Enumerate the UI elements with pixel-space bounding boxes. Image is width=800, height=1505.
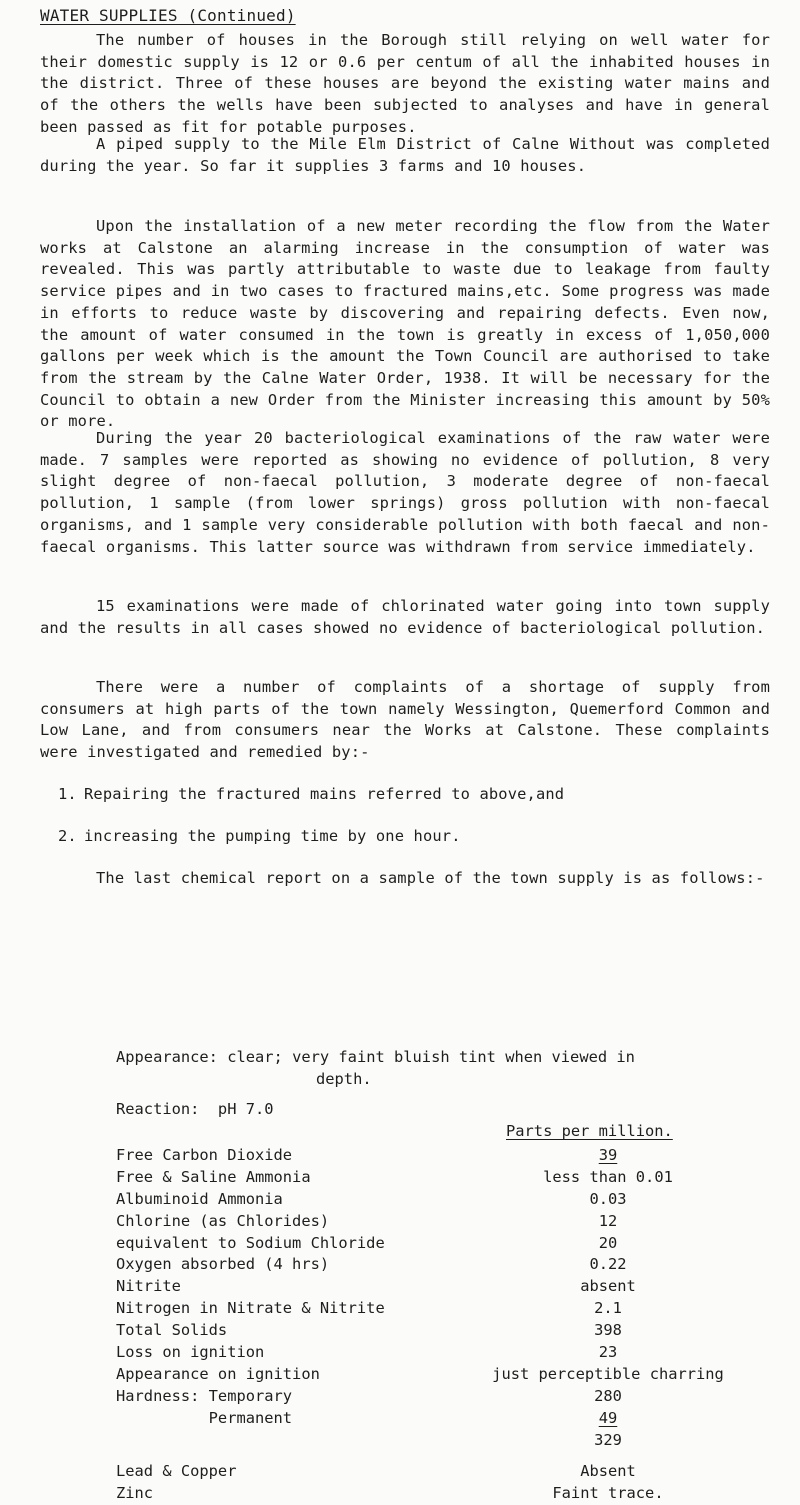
appearance-label: Appearance: [116, 1048, 218, 1066]
analysis-row [116, 1320, 776, 1342]
analysis-value: 23 [598, 1343, 618, 1362]
analysis-value: Absent [580, 1462, 636, 1481]
analysis-value: 398 [594, 1321, 622, 1340]
analysis-label: Nitrite [116, 1277, 181, 1296]
analysis-label: Appearance on ignition [116, 1364, 320, 1383]
remedy-number: 1. [58, 785, 77, 803]
paragraph-bacteriological-raw: During the year 20 bacteriological examinations of the raw water were made. 7 samples were reported as showing no evidence of pollution, 8 very slight degree of non-faecal pollution, 3 moderate degree of non-faecal pollution, 1 sample (from lower springs) gross pollution with non-faecal organisms, and 1 sample very considerable pollution with both faecal and non-faecal organisms. This latter source was withdrawn from service immediately. [40, 429, 770, 556]
analysis-label: Permanent [116, 1408, 293, 1427]
remedy-item [58, 784, 770, 806]
analysis-row [116, 1483, 776, 1505]
analysis-value: 12 [598, 1211, 618, 1230]
analysis-value-text: 49 [598, 1408, 618, 1427]
paragraph-chemical-report-intro: The last chemical report on a sample of the town supply is as follows:- [96, 869, 765, 887]
analysis-label: Free & Saline Ammonia [116, 1167, 311, 1186]
analysis-label [116, 1430, 440, 1452]
analysis-row-total [116, 1430, 776, 1452]
remedy-number: 2. [58, 827, 77, 845]
analysis-row [116, 1233, 776, 1255]
analysis-value: 2.1 [594, 1299, 622, 1318]
remedy-text: increasing the pumping time by one hour. [84, 827, 461, 845]
analysis-value: absent [580, 1277, 636, 1296]
analysis-row [116, 1408, 776, 1430]
appearance-text: clear; very faint bluish tint when viewed in [227, 1048, 635, 1066]
paragraph-well-water: The number of houses in the Borough still relying on well water for their domestic supply is 12 or 0.6 per centum of all the inhabited houses in the district. Three of these houses are beyond the existing water mains and of the others the wells have been subjected to analyses and have in general been passed as fit for potable purposes. [40, 31, 770, 136]
analysis-row [116, 1167, 776, 1189]
section-heading: WATER SUPPLIES (Continued) [40, 6, 296, 25]
analysis-value [440, 1145, 776, 1167]
analysis-label: equivalent to Sodium Chloride [116, 1233, 385, 1252]
analysis-label: Hardness: Temporary [116, 1386, 293, 1405]
analysis-label: Lead & Copper [116, 1462, 237, 1481]
analysis-value: 0.03 [589, 1189, 627, 1208]
analysis-label: Oxygen absorbed (4 hrs) [116, 1255, 330, 1274]
analysis-value [440, 1408, 776, 1430]
analysis-row [116, 1145, 776, 1167]
analysis-value: less than 0.01 [543, 1167, 673, 1186]
analysis-row [116, 1342, 776, 1364]
analysis-row [116, 1211, 776, 1233]
appearance-text-continued: depth. [316, 1070, 372, 1088]
analysis-row [116, 1298, 776, 1320]
analysis-value-text: 39 [598, 1146, 618, 1164]
analysis-row [116, 1364, 776, 1386]
analysis-label: Loss on ignition [116, 1343, 265, 1362]
analysis-row [116, 1461, 776, 1483]
analysis-value: 20 [598, 1233, 618, 1252]
analysis-label: Albuminoid Ammonia [116, 1189, 283, 1208]
parts-per-million-header: Parts per million. [506, 1122, 673, 1140]
analysis-row [116, 1386, 776, 1408]
appearance-block [116, 1046, 776, 1090]
remedy-text: Repairing the fractured mains referred to above,and [84, 785, 565, 803]
analysis-row [116, 1189, 776, 1211]
analysis-label: Nitrogen in Nitrate & Nitrite [116, 1299, 385, 1318]
paragraph-piped-supply: A piped supply to the Mile Elm District of Calne Without was completed during the year. So far it supplies 3 farms and 10 houses. [40, 135, 770, 175]
analysis-value: Faint trace. [552, 1484, 664, 1503]
analysis-value-total: 329 [594, 1430, 622, 1449]
paragraph-chlorinated-water: 15 examinations were made of chlorinated water going into town supply and the results in all cases showed no evidence of bacteriological pollution. [40, 597, 770, 637]
analysis-value: 0.22 [589, 1255, 627, 1274]
remedy-item [58, 826, 770, 848]
analysis-label: Chlorine (as Chlorides) [116, 1211, 330, 1230]
analysis-row [116, 1276, 776, 1298]
analysis-label: Total Solids [116, 1321, 228, 1340]
paragraph-meter-consumption: Upon the installation of a new meter recording the flow from the Water works at Calstone an alarming increase in the consumption of water was revealed. This was partly attributable to waste due to leakage from faulty service pipes and in two cases to fractured mains,etc. Some progress was made in efforts to reduce waste by discovering and repairing defects. Even now, the amount of water consumed in the town is greatly in excess of 1,050,000 gallons per week which is the amount the Town Council are authorised to take from the stream by the Calne Water Order, 1938. It will be necessary for the Council to obtain a new Order from the Minister increasing this amount by 50% or more. [40, 217, 770, 431]
analysis-table [116, 1145, 776, 1505]
analysis-value: just perceptible charring [492, 1364, 724, 1383]
reaction-line: Reaction: pH 7.0 [116, 1100, 274, 1118]
analysis-row [116, 1254, 776, 1276]
paragraph-shortage-complaints: There were a number of complaints of a shortage of supply from consumers at high parts of the town namely Wessington, Quemerford Common and Low Lane, and from consumers near the Works at Calstone. These complaints were investigated and remedied by:- [40, 678, 770, 762]
analysis-label: Free Carbon Dioxide [116, 1146, 293, 1164]
analysis-label: Zinc [116, 1484, 154, 1503]
analysis-value: 280 [594, 1386, 622, 1405]
